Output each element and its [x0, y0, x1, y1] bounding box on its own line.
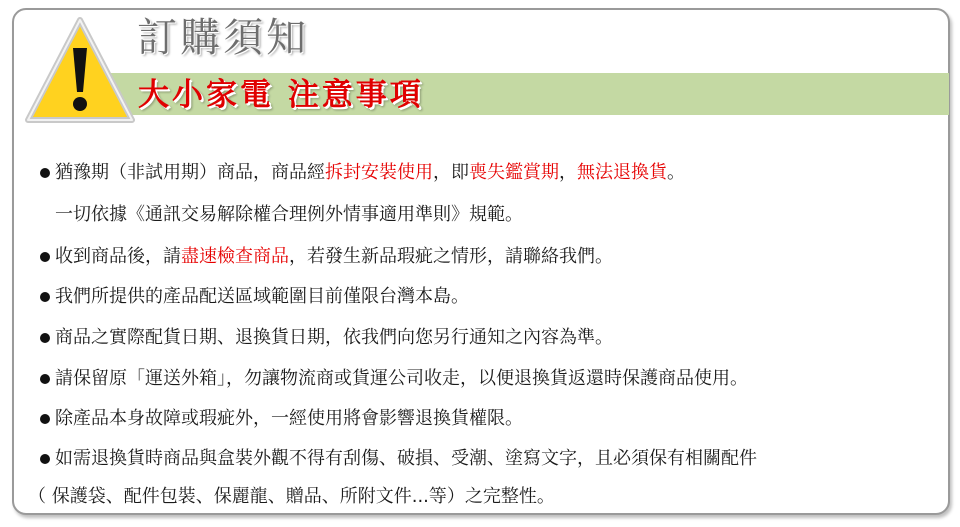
bullet-icon	[40, 168, 50, 178]
bullet-icon	[40, 252, 50, 262]
bullet-icon	[40, 292, 50, 302]
page-title: 訂購須知	[137, 15, 309, 61]
list-item-text: 如需退換貨時商品與盒裝外觀不得有刮傷、破損、受潮、塗寫文字，且必須保有相關配件	[55, 448, 757, 469]
list-item-text: 除產品本身故障或瑕疵外，一經使用將會影響退換貨權限。	[55, 408, 523, 429]
page-subtitle: 大小家電 注意事項	[138, 77, 424, 113]
list-item-text: 我們所提供的產品配送區域範圍目前僅限台灣本島。	[55, 286, 469, 307]
list-item-text: 收到商品後，請盡速檢查商品，若發生新品瑕疵之情形，請聯絡我們。	[55, 246, 613, 267]
list-item-text: 一切依據《通訊交易解除權合理例外情事適用準則》規範。	[55, 204, 523, 225]
bullet-icon	[40, 414, 50, 424]
list-item-text: （ 保護袋、配件包裝、保麗龍、贈品、所附文件...等）之完整性。	[28, 486, 555, 507]
bullet-icon	[40, 374, 50, 384]
list-item-text: 請保留原「運送外箱」，勿讓物流商或貨運公司收走，以便退換貨返還時保護商品使用。	[55, 368, 748, 389]
bullet-icon	[40, 454, 50, 464]
list-item-text: 商品之實際配貨日期、退換貨日期，依我們向您另行通知之內容為準。	[55, 327, 613, 348]
list-item-text: 猶豫期（非試用期）商品，商品經拆封安裝使用，即喪失鑑賞期，無法退換貨。	[55, 162, 685, 183]
bullet-icon	[40, 333, 50, 343]
